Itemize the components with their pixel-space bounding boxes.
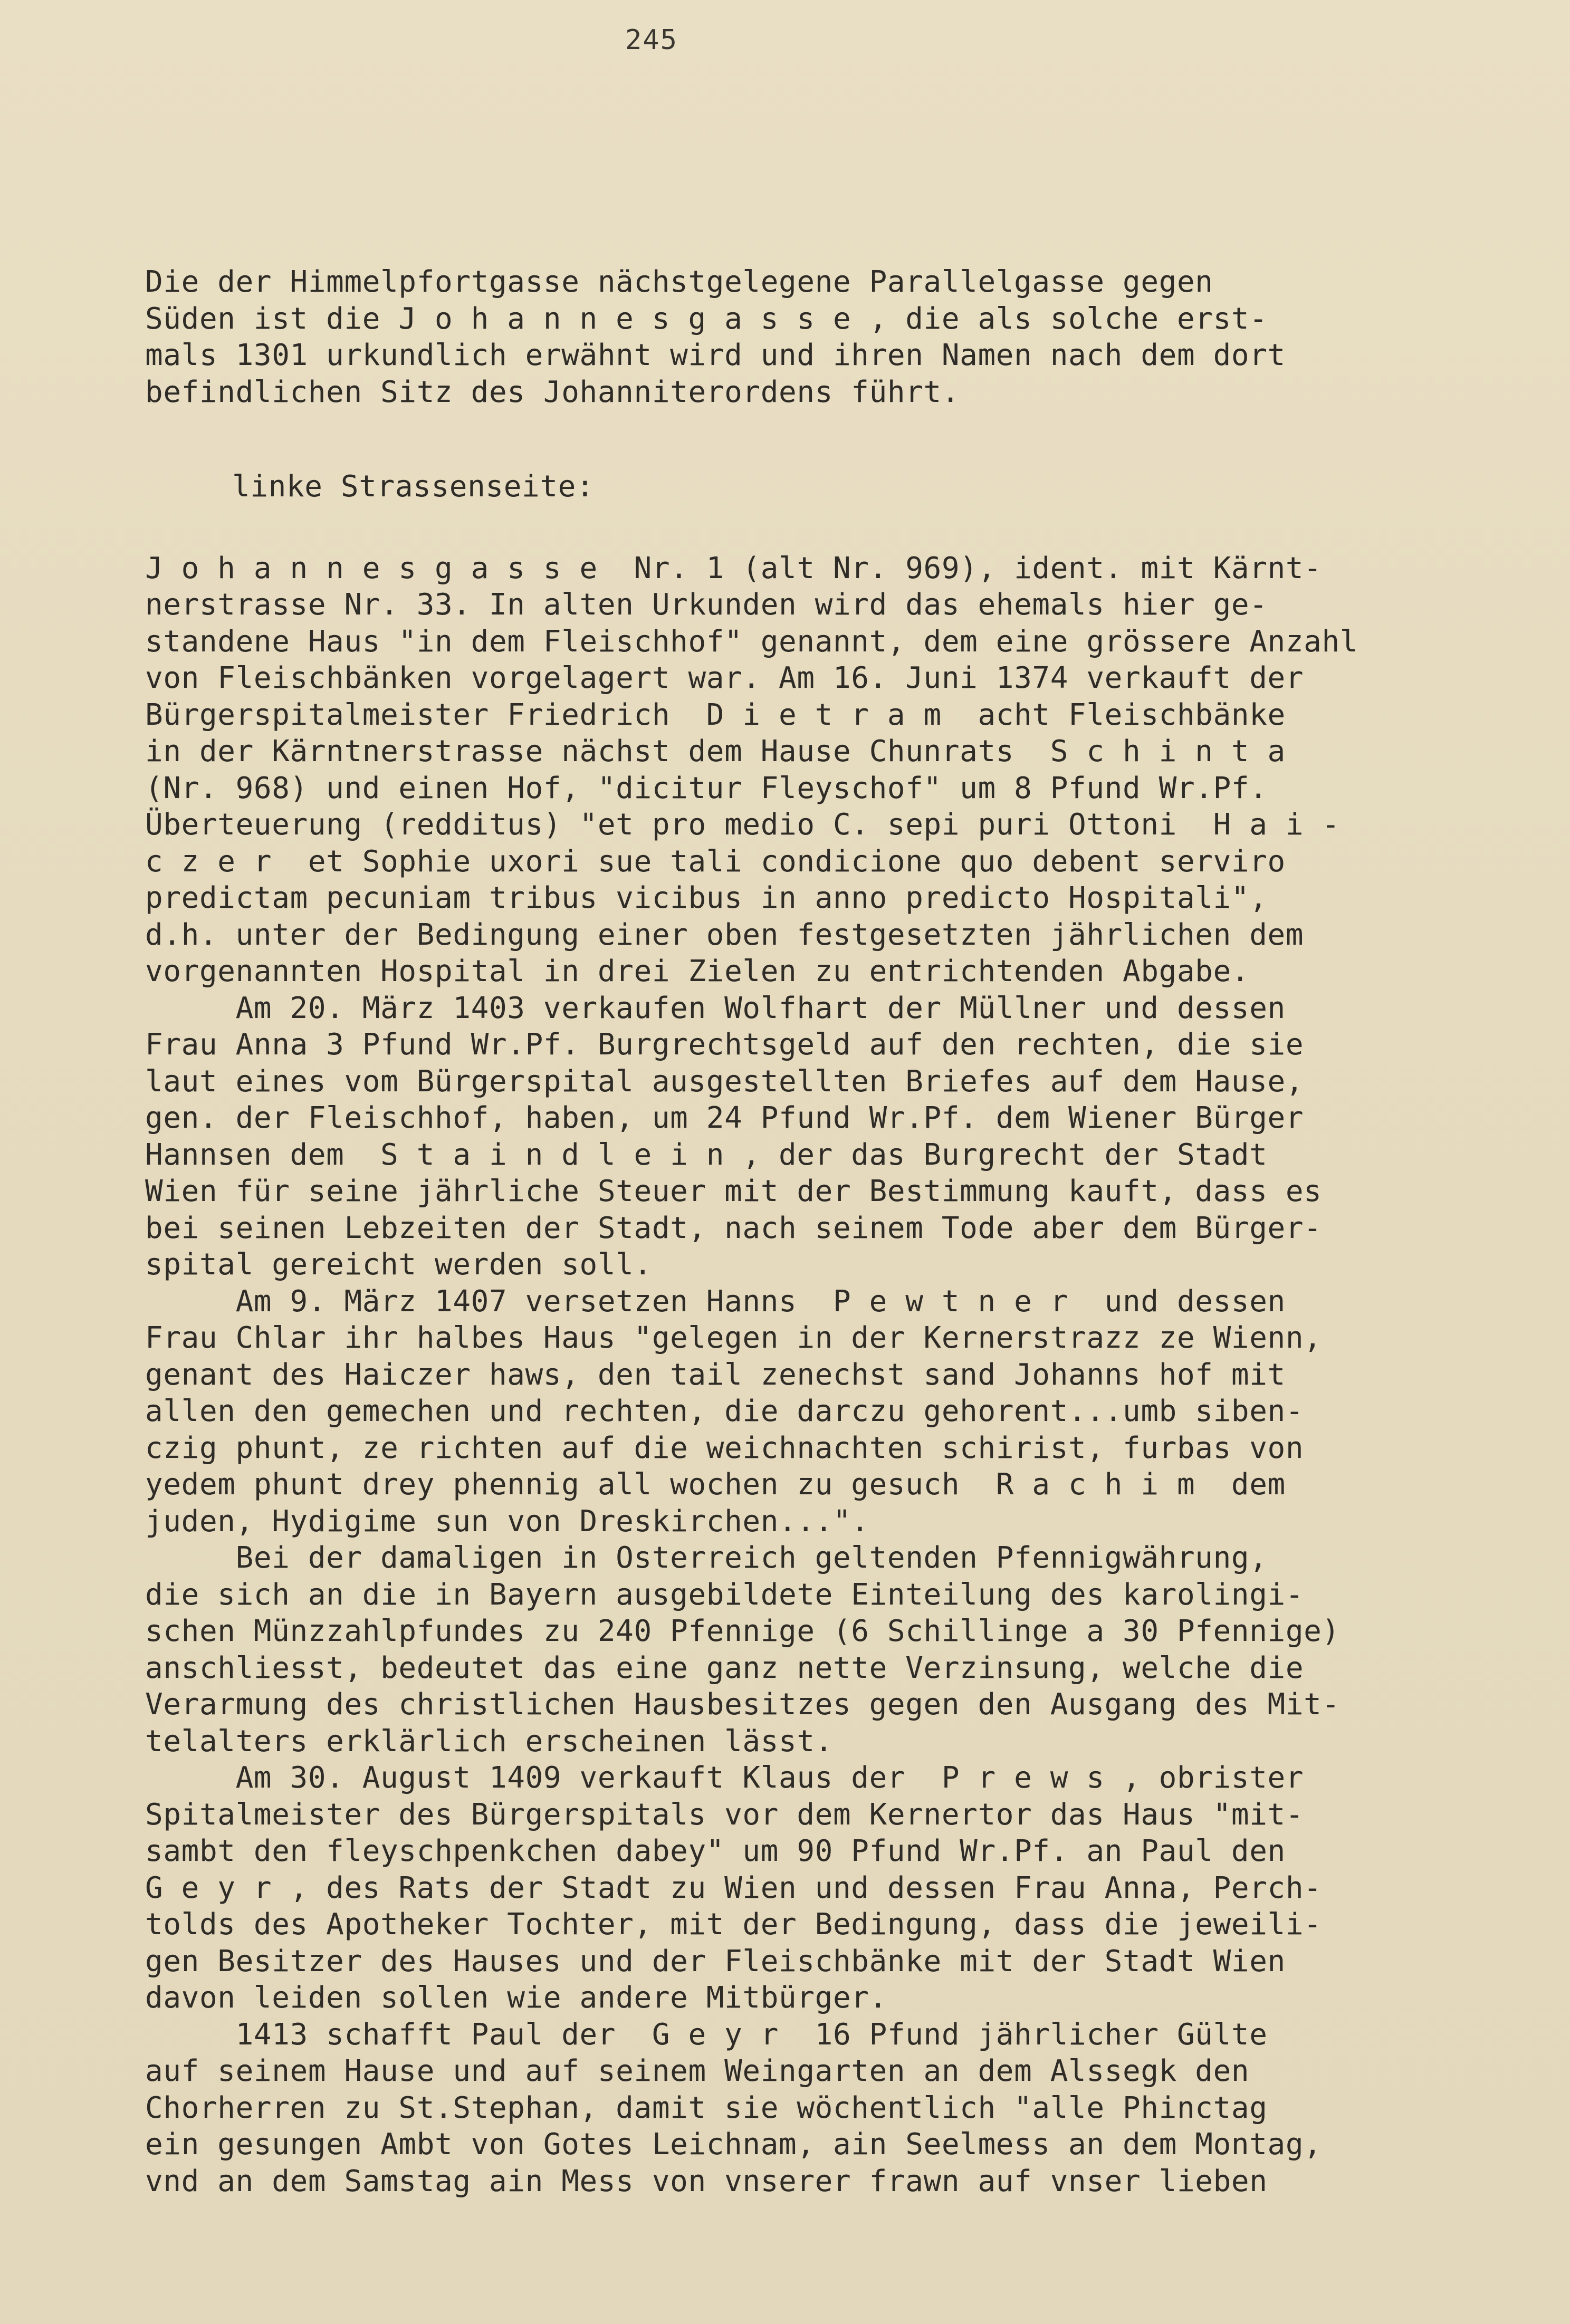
- text-line: sambt den fleyschpenkchen dabey" um 90 Pfund Wr.Pf. an Paul den: [145, 1834, 1286, 1868]
- spacer: [145, 410, 1548, 468]
- text-line: gen Besitzer des Hauses und der Fleischbänke mit der Stadt Wien: [145, 1944, 1286, 1979]
- text-line: Am 9. März 1407 versetzen Hanns P e w t n e r und dessen: [145, 1284, 1286, 1319]
- text-line: davon leiden sollen wie andere Mitbürger.: [145, 1981, 887, 2015]
- text-line: die sich an die in Bayern ausgebildete Einteilung des karolingi-: [145, 1577, 1304, 1612]
- text-line: nerstrasse Nr. 33. In alten Urkunden wird das ehemals hier ge-: [145, 588, 1268, 622]
- text-line: auf seinem Hause und auf seinem Weingarten an dem Alssegk den: [145, 2054, 1250, 2088]
- spacer: [145, 505, 1548, 550]
- text-line: (Nr. 968) und einen Hof, "dicitur Fleyschof" um 8 Pfund Wr.Pf.: [145, 771, 1268, 805]
- text-line: genant des Haiczer haws, den tail zenechst sand Johanns hof mit: [145, 1357, 1286, 1392]
- text-line: Süden ist die J o h a n n e s g a s s e , die als solche erst-: [145, 301, 1268, 336]
- text-line: allen den gemechen und rechten, die darczu gehorent...umb siben-: [145, 1394, 1304, 1428]
- text-line: telalters erklärlich erscheinen lässt.: [145, 1724, 833, 1759]
- text-line: Am 30. August 1409 verkauft Klaus der P r e w s , obrister: [145, 1761, 1304, 1795]
- text-line: juden, Hydigime sun von Dreskirchen...".: [145, 1504, 869, 1539]
- text-line: bei seinen Lebzeiten der Stadt, nach seinem Tode aber dem Bürger-: [145, 1211, 1322, 1245]
- text-line: von Fleischbänken vorgelagert war. Am 16. Juni 1374 verkauft der: [145, 661, 1304, 695]
- text-line: anschliesst, bedeutet das eine ganz nette Verzinsung, welche die: [145, 1650, 1304, 1685]
- text-line: Die der Himmelpfortgasse nächstgelegene Parallelgasse gegen: [145, 265, 1213, 299]
- text-line: spital gereicht werden soll.: [145, 1247, 652, 1282]
- text-line: laut eines vom Bürgerspital ausgestellten Briefes auf dem Hause,: [145, 1064, 1304, 1099]
- text-line: befindlichen Sitz des Johanniterordens führt.: [145, 374, 960, 409]
- text-line: czig phunt, ze richten auf die weichnachten schirist, furbas von: [145, 1430, 1304, 1465]
- text-line: c z e r et Sophie uxori sue tali condicione quo debent serviro: [145, 844, 1286, 879]
- section-heading: linke Strassenseite:: [232, 469, 595, 504]
- page-number: 245: [625, 24, 678, 56]
- text-line: Wien für seine jährliche Steuer mit der Bestimmung kauft, dass es: [145, 1174, 1322, 1208]
- text-line: Überteuerung (redditus) "et pro medio C. sepi puri Ottoni H a i -: [145, 808, 1340, 842]
- text-line: Bürgerspitalmeister Friedrich D i e t r a m acht Fleischbänke: [145, 697, 1286, 732]
- text-line: d.h. unter der Bedingung einer oben festgesetzten jährlichen dem: [145, 917, 1304, 952]
- text-line: Frau Anna 3 Pfund Wr.Pf. Burgrechtsgeld auf den rechten, die sie: [145, 1027, 1304, 1062]
- typescript-body: [145, 264, 1548, 2200]
- text-line: Frau Chlar ihr halbes Haus "gelegen in der Kernerstrazz ze Wienn,: [145, 1321, 1322, 1355]
- text-line: Am 20. März 1403 verkaufen Wolfhart der Müllner und dessen: [145, 991, 1286, 1025]
- text-line: standene Haus "in dem Fleischhof" genannt, dem eine grössere Anzahl: [145, 624, 1358, 659]
- text-line: ein gesungen Ambt von Gotes Leichnam, ain Seelmess an dem Montag,: [145, 2127, 1322, 2162]
- text-line: Bei der damaligen in Osterreich geltenden Pfennigwährung,: [145, 1541, 1268, 1575]
- text-line: Hannsen dem S t a i n d l e i n , der das Burgrecht der Stadt: [145, 1137, 1268, 1172]
- text-line: Spitalmeister des Bürgerspitals vor dem Kernertor das Haus "mit-: [145, 1797, 1304, 1832]
- text-line: Verarmung des christlichen Hausbesitzes gegen den Ausgang des Mit-: [145, 1687, 1340, 1722]
- text-line: yedem phunt drey phennig all wochen zu gesuch R a c h i m dem: [145, 1467, 1286, 1502]
- entry-heading-line: J o h a n n e s g a s s e Nr. 1 (alt Nr. 969), ident. mit Kärnt-: [145, 551, 1322, 585]
- text-line: schen Münzzahlpfundes zu 240 Pfennige (6 Schillinge a 30 Pfennige): [145, 1614, 1340, 1648]
- text-line: vorgenannten Hospital in drei Zielen zu entrichtenden Abgabe.: [145, 954, 1250, 988]
- text-line: gen. der Fleischhof, haben, um 24 Pfund Wr.Pf. dem Wiener Bürger: [145, 1101, 1304, 1135]
- text-line: mals 1301 urkundlich erwähnt wird und ihren Namen nach dem dort: [145, 338, 1286, 372]
- text-line: tolds des Apotheker Tochter, mit der Bedingung, dass die jeweili-: [145, 1907, 1322, 1942]
- text-line: predictam pecuniam tribus vicibus in anno predicto Hospitali",: [145, 881, 1268, 915]
- text-line: in der Kärntnerstrasse nächst dem Hause Chunrats S c h i n t a: [145, 734, 1286, 769]
- paragraph-entry: [145, 550, 1548, 2200]
- section-heading-wrapper: [145, 468, 1548, 505]
- paragraph-intro: [145, 264, 1548, 410]
- text-line: Chorherren zu St.Stephan, damit sie wöchentlich "alle Phinctag: [145, 2090, 1268, 2125]
- text-line: vnd an dem Samstag ain Mess von vnserer frawn auf vnser lieben: [145, 2164, 1268, 2198]
- text-line: G e y r , des Rats der Stadt zu Wien und dessen Frau Anna, Perch-: [145, 1870, 1322, 1905]
- text-line: 1413 schafft Paul der G e y r 16 Pfund jährlicher Gülte: [145, 2017, 1268, 2052]
